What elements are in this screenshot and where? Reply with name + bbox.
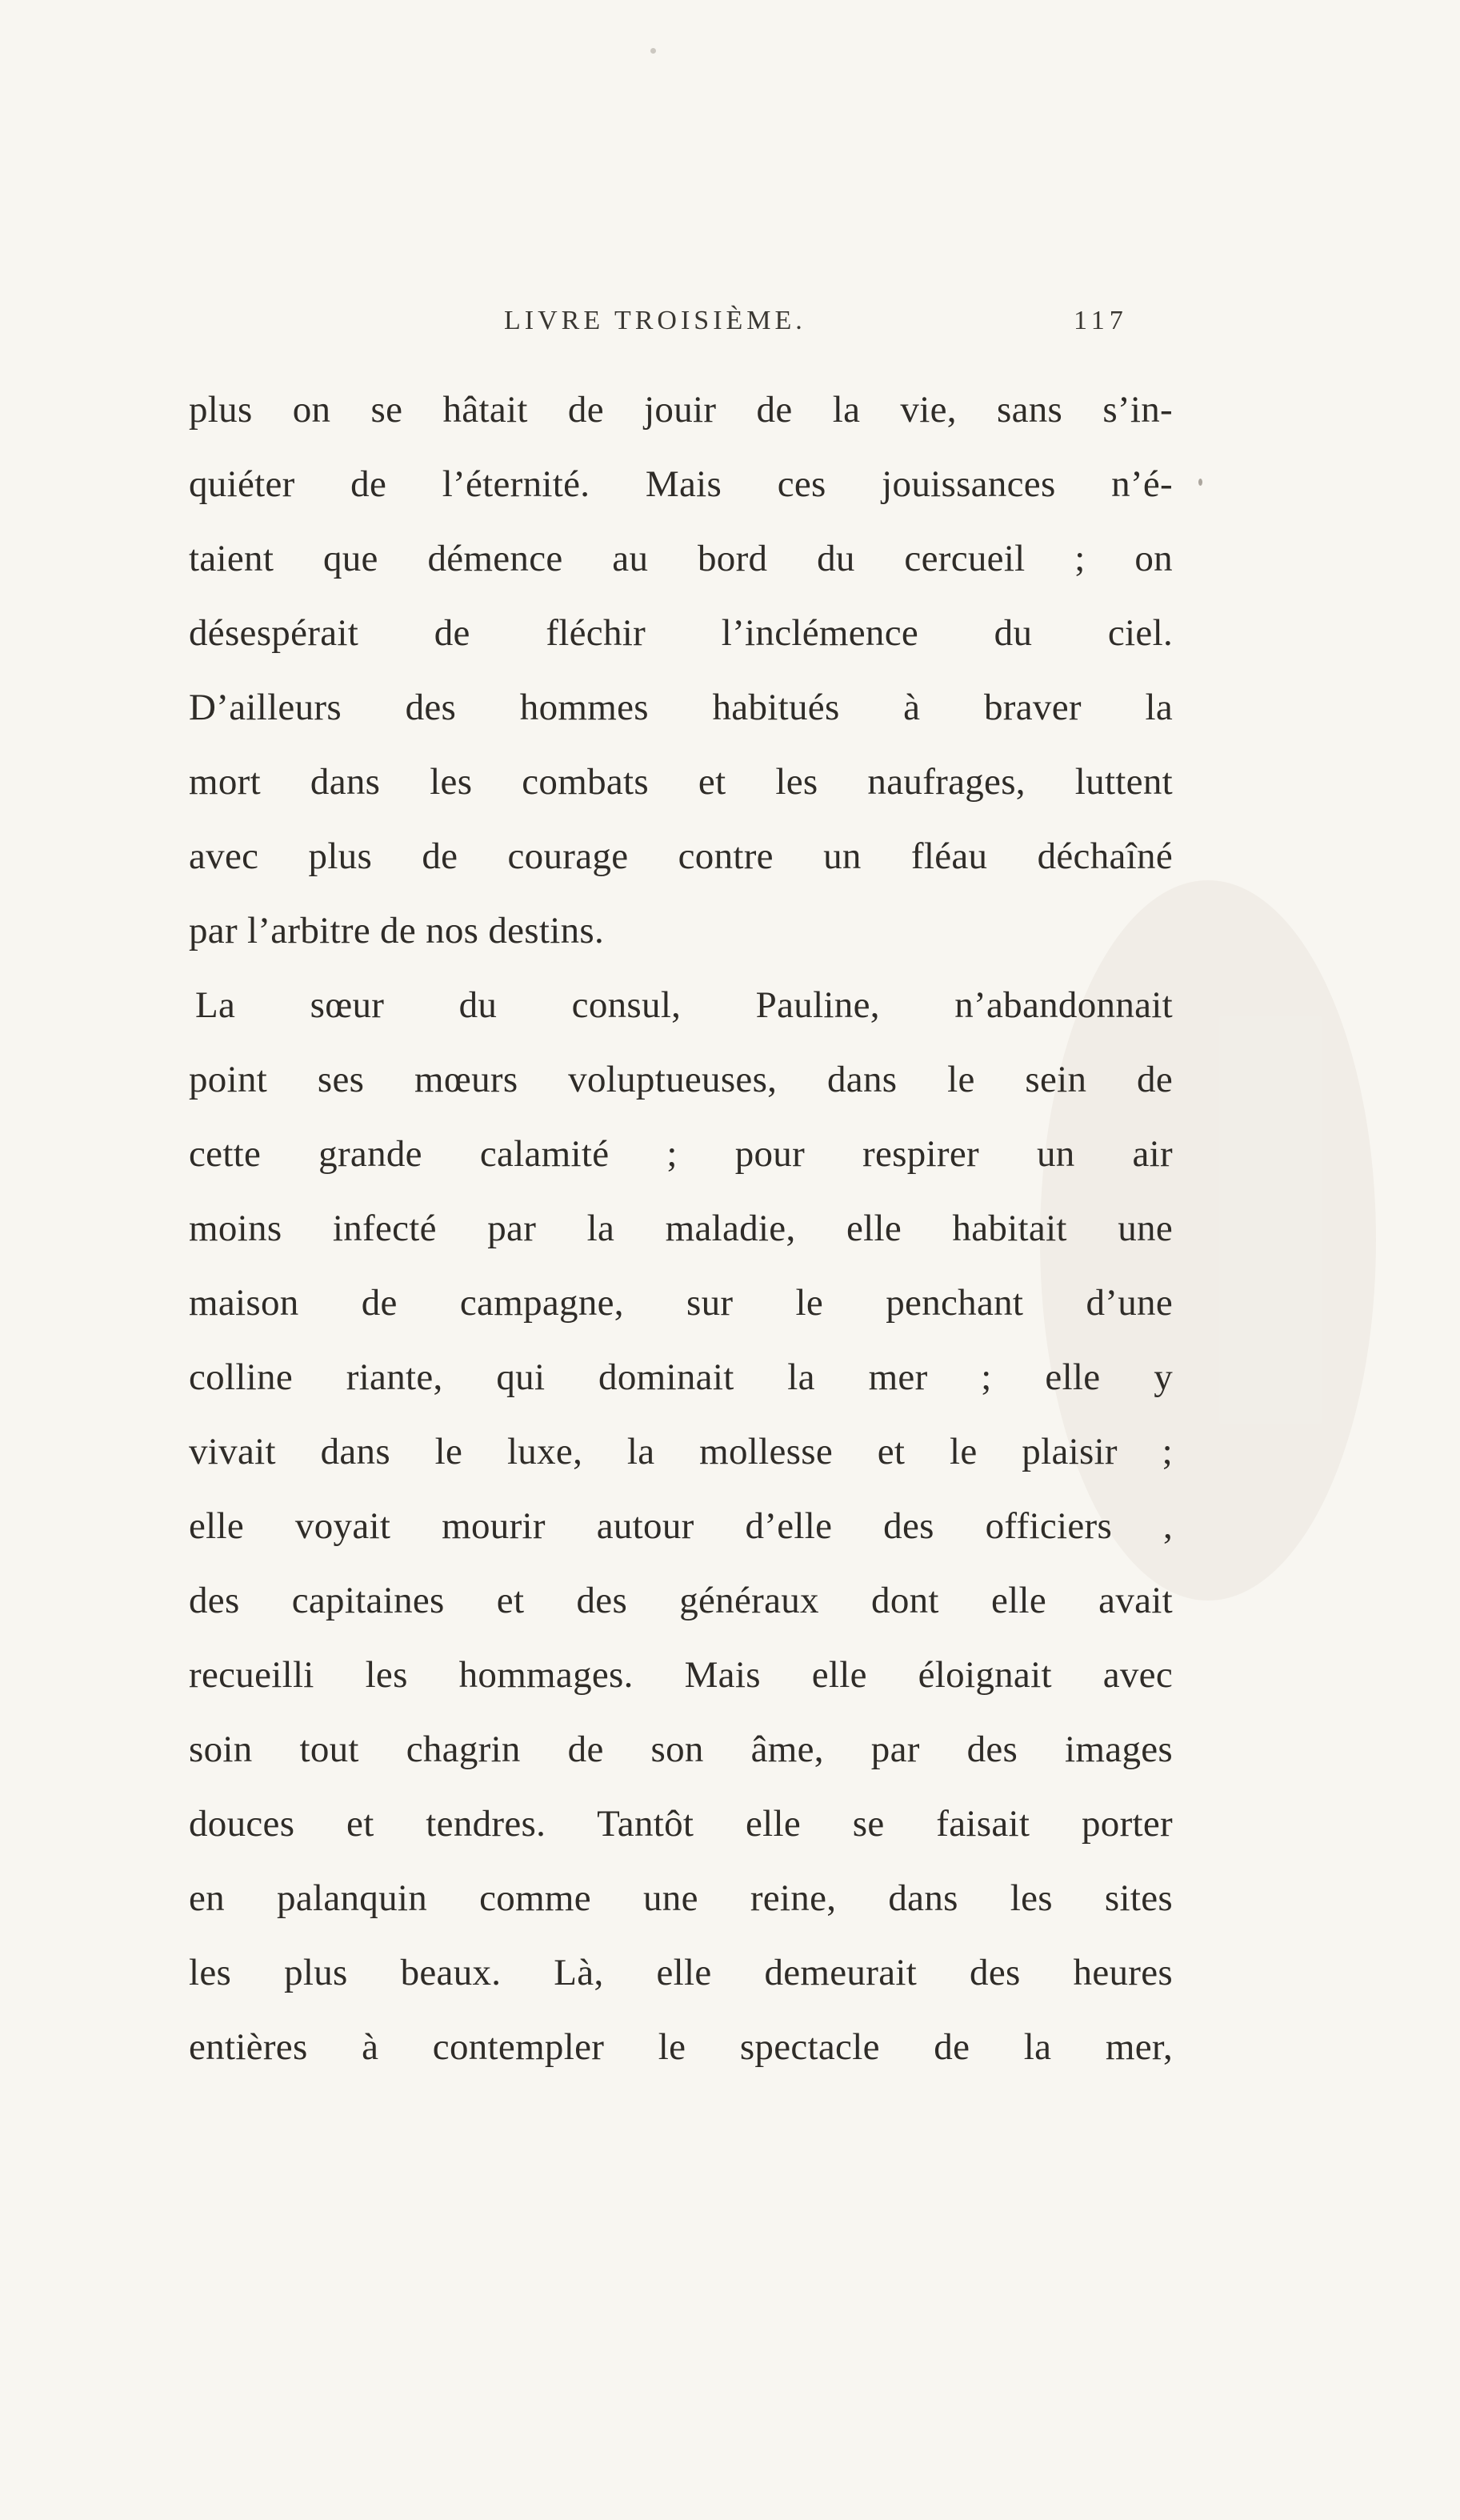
text-line: plus on se hâtait de jouir de la vie, sans s’in- xyxy=(189,389,1173,431)
text-line: La sœur du consul, Pauline, n’abandonnait xyxy=(195,984,1173,1026)
text-line: cette grande calamité ; pour respirer un air xyxy=(189,1133,1173,1175)
text-line: par l’arbitre de nos destins. xyxy=(189,910,605,952)
text-line: quiéter de l’éternité. Mais ces jouissances n’é- xyxy=(189,463,1173,505)
text-line: D’ailleurs des hommes habitués à braver la xyxy=(189,687,1173,728)
text-line: taient que démence au bord du cercueil ; on xyxy=(189,538,1173,579)
text-line: mort dans les combats et les naufrages, luttent xyxy=(189,761,1173,803)
page-number: 117 xyxy=(1074,306,1128,335)
text-line: entières à contempler le spectacle de la mer, xyxy=(189,2026,1173,2068)
text-line: point ses mœurs voluptueuses, dans le sein de xyxy=(189,1059,1173,1100)
text-line: recueilli les hommages. Mais elle éloignait avec xyxy=(189,1654,1173,1696)
running-title: LIVRE TROISIÈME. xyxy=(504,306,806,335)
ink-speck xyxy=(1198,479,1202,486)
text-line: soin tout chagrin de son âme, par des images xyxy=(189,1729,1173,1770)
text-line: maison de campagne, sur le penchant d’une xyxy=(189,1282,1173,1324)
text-line: des capitaines et des généraux dont elle avait xyxy=(189,1580,1173,1621)
text-line: en palanquin comme une reine, dans les sites xyxy=(189,1877,1173,1919)
ink-speck xyxy=(650,48,656,54)
text-line: colline riante, qui dominait la mer ; elle y xyxy=(189,1356,1173,1398)
text-line: vivait dans le luxe, la mollesse et le plaisir ; xyxy=(189,1431,1173,1472)
body-text xyxy=(189,373,1173,2085)
text-line: moins infecté par la maladie, elle habitait une xyxy=(189,1208,1173,1249)
text-line: les plus beaux. Là, elle demeurait des heures xyxy=(189,1952,1173,1993)
text-line: avec plus de courage contre un fléau déchaîné xyxy=(189,835,1173,877)
text-line: désespérait de fléchir l’inclémence du ciel. xyxy=(189,612,1173,654)
running-head xyxy=(504,306,1144,354)
text-line: elle voyait mourir autour d’elle des officiers , xyxy=(189,1505,1173,1547)
text-line: douces et tendres. Tantôt elle se faisait porter xyxy=(189,1803,1173,1845)
